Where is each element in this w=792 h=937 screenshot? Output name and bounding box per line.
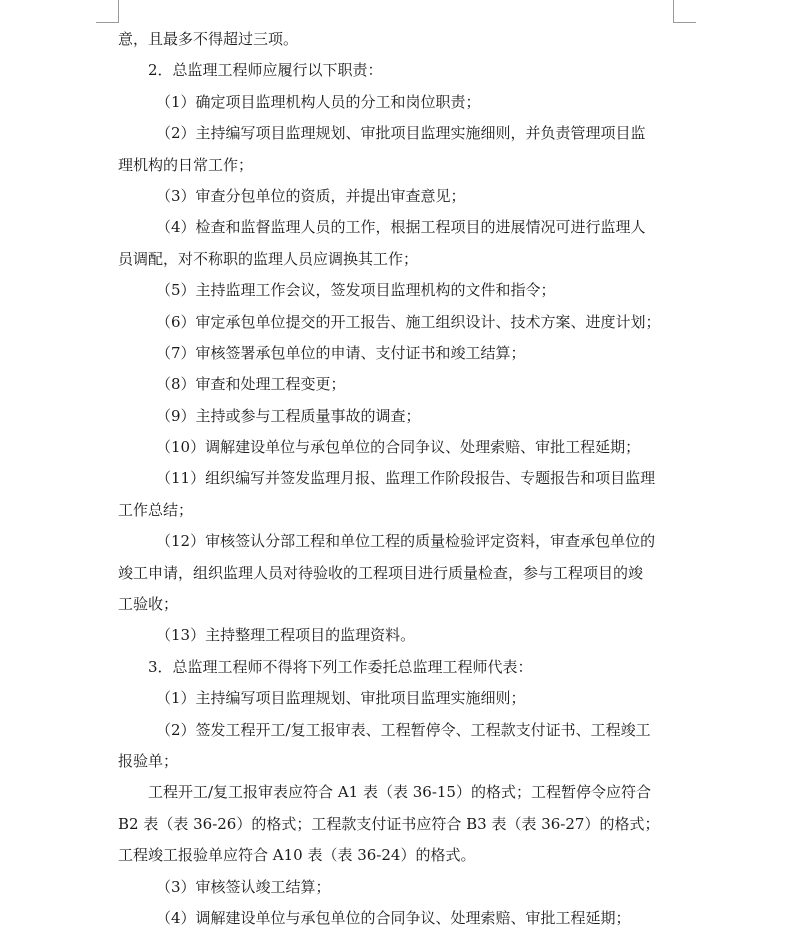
- text-line: （12）审核签认分部工程和单位工程的质量检验评定资料，审查承包单位的: [156, 532, 656, 551]
- text-line: 工程竣工报验单应符合 A10 表（表 36-24）的格式。: [118, 846, 476, 865]
- text-line: B2 表（表 36-26）的格式；工程款支付证书应符合 B3 表（表 36-27）的格式；: [118, 814, 660, 833]
- text-line: （4）检查和监督监理人员的工作，根据工程项目的进展情况可进行监理人: [156, 218, 646, 237]
- text-line: （1）主持编写项目监理规划、审批项目监理实施细则；: [156, 689, 526, 708]
- text-line: （2）主持编写项目监理规划、审批项目监理实施细则，并负责管理项目监: [156, 124, 646, 143]
- text-line: （4）调解建设单位与承包单位的合同争议、处理索赔、审批工程延期；: [156, 908, 631, 927]
- text-line: （1）确定项目监理机构人员的分工和岗位职责；: [156, 92, 481, 111]
- text-line: 员调配，对不称职的监理人员应调换其工作；: [118, 249, 419, 268]
- top-left-crop-mark: [96, 0, 119, 23]
- text-line: （3）审核签认竣工结算；: [156, 877, 331, 896]
- text-line: （9）主持或参与工程质量事故的调查；: [156, 406, 421, 425]
- text-line: （8）审查和处理工程变更；: [156, 375, 346, 394]
- text-line: 工程开工/复工报审表应符合 A1 表（表 36-15）的格式；工程暂停令应符合: [148, 783, 651, 802]
- document-body: [118, 24, 674, 934]
- top-right-crop-mark: [673, 0, 696, 23]
- text-line: 3．总监理工程师不得将下列工作委托总监理工程师代表：: [148, 657, 533, 676]
- text-line: 工验收；: [118, 595, 179, 614]
- text-line: 意，且最多不得超过三项。: [118, 30, 299, 48]
- text-line: （11）组织编写并签发监理月报、监理工作阶段报告、专题报告和项目监理: [156, 469, 656, 488]
- text-line: （6）审定承包单位提交的开工报告、施工组织设计、技术方案、进度计划；: [156, 312, 661, 331]
- text-line: 工作总结；: [118, 500, 194, 519]
- text-line: 2．总监理工程师应履行以下职责：: [148, 61, 383, 80]
- text-line: （13）主持整理工程项目的监理资料。: [156, 626, 416, 645]
- text-line: （10）调解建设单位与承包单位的合同争议、处理索赔、审批工程延期；: [156, 438, 641, 457]
- text-line: 报验单；: [118, 751, 179, 770]
- text-line: （3）审查分包单位的资质，并提出审查意见；: [156, 186, 466, 205]
- text-line: 竣工申请，组织监理人员对待验收的工程项目进行质量检查，参与工程项目的竣: [118, 563, 644, 582]
- text-line: （5）主持监理工作会议，签发项目监理机构的文件和指令；: [156, 281, 556, 300]
- text-line: 理机构的日常工作；: [118, 155, 254, 174]
- text-line: （7）审核签署承包单位的申请、支付证书和竣工结算；: [156, 343, 526, 362]
- text-line: （2）签发工程开工/复工报审表、工程暂停令、工程款支付证书、工程竣工: [156, 720, 651, 739]
